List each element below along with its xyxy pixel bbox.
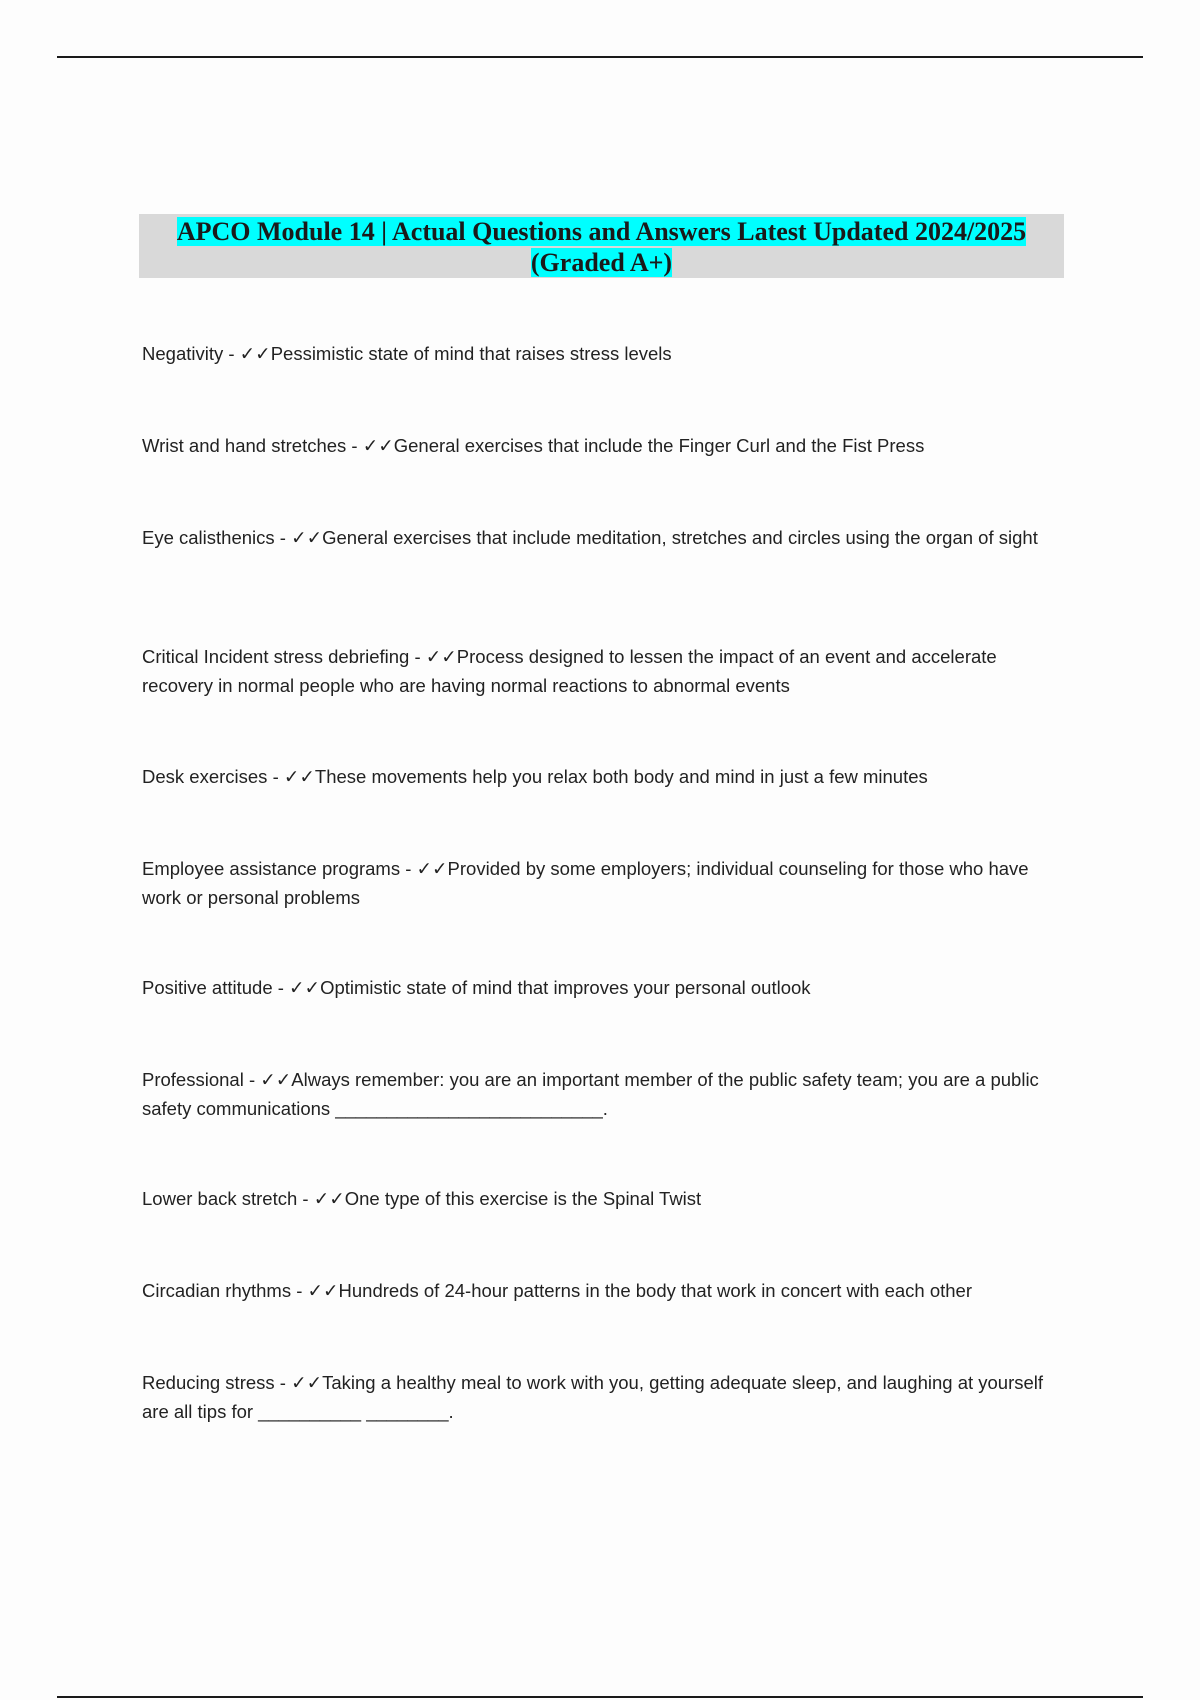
bottom-rule	[57, 1696, 1143, 1698]
qa-separator: - ✓✓	[291, 1280, 339, 1301]
qa-item-employee-assistance	[142, 854, 1062, 912]
qa-answer: Provided by some employers; individual counseling for those who have work or personal problems	[142, 858, 1029, 908]
qa-term: Desk exercises	[142, 766, 268, 787]
qa-answer: General exercises that include the Finger Curl and the Fist Press	[393, 435, 925, 456]
qa-term: Negativity	[142, 343, 224, 364]
qa-item-professional	[142, 1065, 1062, 1123]
qa-answer: Process designed to lessen the impact of an event and accelerate recovery in normal people who are having normal reactions to abnormal events	[142, 646, 997, 696]
qa-answer: One type of this exercise is the Spinal Twist	[344, 1188, 702, 1209]
qa-separator: - ✓✓	[274, 1372, 323, 1393]
qa-answer: Always remember: you are an important member of the public safety team; you are a public safety communications __________________________.	[142, 1069, 1039, 1119]
qa-separator: - ✓✓	[274, 527, 323, 548]
qa-item-negativity	[142, 339, 1062, 368]
qa-separator: - ✓✓	[400, 858, 448, 879]
title-line-2: (Graded A+)	[530, 248, 673, 277]
qa-term: Lower back stretch	[142, 1188, 298, 1209]
qa-term: Professional	[142, 1069, 244, 1090]
qa-answer: Hundreds of 24-hour patterns in the body that work in concert with each other	[338, 1280, 973, 1301]
qa-separator: - ✓✓	[297, 1188, 345, 1209]
qa-answer: General exercises that include meditation, stretches and circles using the organ of sight	[322, 527, 1038, 548]
qa-term: Circadian rhythms	[142, 1280, 292, 1301]
qa-item-critical-incident	[142, 642, 1062, 700]
qa-answer: Optimistic state of mind that improves your personal outlook	[320, 977, 811, 998]
qa-term: Eye calisthenics	[142, 527, 275, 548]
qa-item-circadian-rhythms	[142, 1276, 1062, 1305]
qa-item-reducing-stress	[142, 1368, 1062, 1426]
qa-term: Employee assistance programs	[142, 858, 401, 879]
qa-item-lower-back-stretch	[142, 1184, 1062, 1213]
qa-item-eye-calisthenics	[142, 523, 1062, 552]
top-rule	[57, 56, 1143, 58]
qa-item-desk-exercises	[142, 762, 1062, 791]
title-line-1: APCO Module 14 | Actual Questions and Answers Latest Updated 2024/2025	[176, 217, 1027, 246]
qa-term: Wrist and hand stretches	[142, 435, 347, 456]
qa-separator: - ✓✓	[223, 343, 271, 364]
qa-answer: These movements help you relax both body and mind in just a few minutes	[314, 766, 928, 787]
title-block	[139, 214, 1064, 278]
qa-separator: - ✓✓	[243, 1069, 292, 1090]
qa-item-wrist-hand-stretches	[142, 431, 1062, 460]
qa-separator: - ✓✓	[346, 435, 394, 456]
qa-term: Positive attitude	[142, 977, 273, 998]
qa-answer: Taking a healthy meal to work with you, getting adequate sleep, and laughing at yourself are all tips for __________ ________.	[142, 1372, 1044, 1422]
document-title	[139, 214, 1064, 278]
qa-item-positive-attitude	[142, 973, 1062, 1002]
qa-answer: Pessimistic state of mind that raises stress levels	[270, 343, 672, 364]
qa-term: Reducing stress	[142, 1372, 275, 1393]
qa-separator: - ✓✓	[267, 766, 315, 787]
qa-separator: - ✓✓	[272, 977, 321, 998]
qa-term: Critical Incident stress debriefing	[142, 646, 410, 667]
qa-separator: - ✓✓	[409, 646, 457, 667]
